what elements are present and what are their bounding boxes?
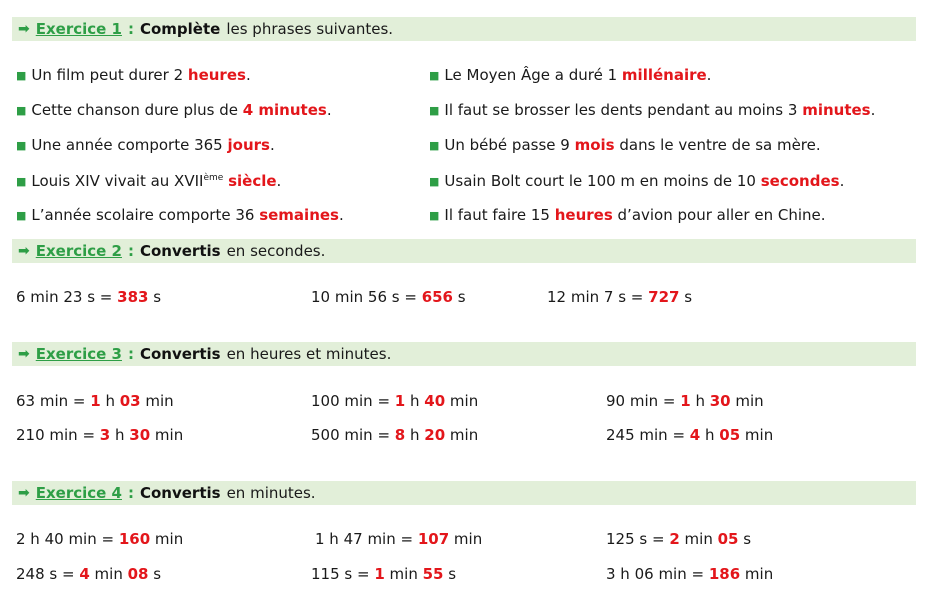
ex4-item-5: 115 s = 1 min 55 s xyxy=(311,565,457,583)
ex2-item-1: 6 min 23 s = 383 s xyxy=(16,288,162,306)
ex2-item-3: 12 min 7 s = 727 s xyxy=(547,288,693,306)
answer: heures xyxy=(187,66,246,84)
ex4-item-4: 248 s = 4 min 08 s xyxy=(16,565,162,583)
answer-hours: 1 xyxy=(90,392,101,410)
answer-minutes: 40 xyxy=(424,392,446,410)
answer: millénaire xyxy=(621,66,707,84)
bullet-icon: ■ xyxy=(16,175,27,188)
answer-minutes: 30 xyxy=(709,392,731,410)
arrow-right-icon: ➡ xyxy=(18,346,30,362)
ex4-item-1: 2 h 40 min = 160 min xyxy=(16,530,184,548)
bullet-icon: ■ xyxy=(429,209,440,222)
answer-minutes: 05 xyxy=(719,426,741,444)
ex1-sentence-3: ■ Une année comporte 365 jours. xyxy=(16,136,275,154)
answer: 160 xyxy=(118,530,151,548)
exercise-2-header xyxy=(12,239,916,263)
ex4-item-6: 3 h 06 min = 186 min xyxy=(606,565,774,583)
ex2-item-2: 10 min 56 s = 656 s xyxy=(311,288,466,306)
bullet-icon: ■ xyxy=(16,69,27,82)
answer: 727 xyxy=(648,288,680,306)
exercise-2-colon: : xyxy=(127,242,134,260)
ex1-sentence-2: ■ Cette chanson dure plus de 4 minutes. xyxy=(16,101,332,119)
exercise-2-title: Exercice 2 xyxy=(35,242,122,260)
answer-hours: 4 xyxy=(689,426,701,444)
answer-hours: 3 xyxy=(99,426,111,444)
answer-seconds: 08 xyxy=(127,565,149,583)
arrow-right-icon: ➡ xyxy=(18,21,30,37)
bullet-icon: ■ xyxy=(16,139,27,152)
ex3-item-3: 90 min = 1 h 30 min xyxy=(606,392,764,410)
answer: minutes xyxy=(802,101,871,119)
ex1-sentence-5: ■ L’année scolaire comporte 36 semaines. xyxy=(16,206,344,224)
exercise-2-instruction-verb: Convertis xyxy=(139,242,221,260)
exercise-1-instruction-verb: Complète xyxy=(139,20,221,38)
answer: 107 xyxy=(417,530,450,548)
exercise-3-instruction-verb: Convertis xyxy=(139,345,221,363)
ex3-item-5: 500 min = 8 h 20 min xyxy=(311,426,479,444)
ex3-item-1: 63 min = 1 h 03 min xyxy=(16,392,174,410)
answer: 4 minutes xyxy=(242,101,327,119)
ex1-sentence-7: ■ Il faut se brosser les dents pendant au moins 3 minutes. xyxy=(429,101,876,119)
bullet-icon: ■ xyxy=(429,175,440,188)
ex3-item-2: 100 min = 1 h 40 min xyxy=(311,392,479,410)
exercise-3-instruction: en heures et minutes. xyxy=(226,345,392,363)
answer-minutes: 1 xyxy=(374,565,385,583)
answer: secondes xyxy=(760,172,840,190)
bullet-icon: ■ xyxy=(429,139,440,152)
arrow-right-icon: ➡ xyxy=(18,485,30,501)
answer: 383 xyxy=(117,288,149,306)
bullet-icon: ■ xyxy=(429,69,440,82)
bullet-icon: ■ xyxy=(16,209,27,222)
exercise-4-header xyxy=(12,481,916,505)
answer: 656 xyxy=(421,288,453,306)
answer: semaines xyxy=(259,206,339,224)
answer: siècle xyxy=(228,172,277,190)
exercise-4-colon: : xyxy=(127,484,134,502)
answer-seconds: 05 xyxy=(717,530,739,548)
ex4-item-3: 125 s = 2 min 05 s xyxy=(606,530,752,548)
answer-hours: 1 xyxy=(394,392,406,410)
answer-minutes: 30 xyxy=(129,426,151,444)
answer-minutes: 20 xyxy=(424,426,446,444)
exercise-4-instruction: en minutes. xyxy=(226,484,316,502)
exercise-1-header xyxy=(12,17,916,41)
ex3-item-4: 210 min = 3 h 30 min xyxy=(16,426,184,444)
ex4-item-2: 1 h 47 min = 107 min xyxy=(315,530,483,548)
ex1-sentence-1: ■ Un film peut durer 2 heures. xyxy=(16,66,251,84)
ex1-sentence-9: ■ Usain Bolt court le 100 m en moins de 10 secondes. xyxy=(429,172,845,190)
exercise-3-colon: : xyxy=(127,345,134,363)
answer: heures xyxy=(554,206,613,224)
answer-hours: 1 xyxy=(680,392,691,410)
answer-minutes: 03 xyxy=(119,392,141,410)
answer-seconds: 55 xyxy=(422,565,444,583)
ex1-sentence-10: ■ Il faut faire 15 heures d’avion pour aller en Chine. xyxy=(429,206,826,224)
arrow-right-icon: ➡ xyxy=(18,243,30,259)
exercise-2-instruction: en secondes. xyxy=(226,242,326,260)
answer-hours: 8 xyxy=(394,426,406,444)
answer: mois xyxy=(574,136,615,154)
ex3-item-6: 245 min = 4 h 05 min xyxy=(606,426,774,444)
exercise-3-title: Exercice 3 xyxy=(35,345,122,363)
ex1-sentence-4: ■ Louis XIV vivait au XVIIème siècle. xyxy=(16,172,282,190)
ex1-sentence-6: ■ Le Moyen Âge a duré 1 millénaire. xyxy=(429,66,712,84)
exercise-4-title: Exercice 4 xyxy=(35,484,122,502)
answer: jours xyxy=(227,136,270,154)
exercise-3-header xyxy=(12,342,916,366)
ex1-sentence-8: ■ Un bébé passe 9 mois dans le ventre de sa mère. xyxy=(429,136,821,154)
answer-minutes: 4 xyxy=(79,565,90,583)
exercise-4-instruction-verb: Convertis xyxy=(139,484,221,502)
exercise-1-instruction: les phrases suivantes. xyxy=(226,20,394,38)
exercise-1-colon: : xyxy=(127,20,134,38)
bullet-icon: ■ xyxy=(16,104,27,117)
exercise-1-title: Exercice 1 xyxy=(35,20,122,38)
answer-minutes: 2 xyxy=(669,530,680,548)
bullet-icon: ■ xyxy=(429,104,440,117)
answer: 186 xyxy=(708,565,741,583)
